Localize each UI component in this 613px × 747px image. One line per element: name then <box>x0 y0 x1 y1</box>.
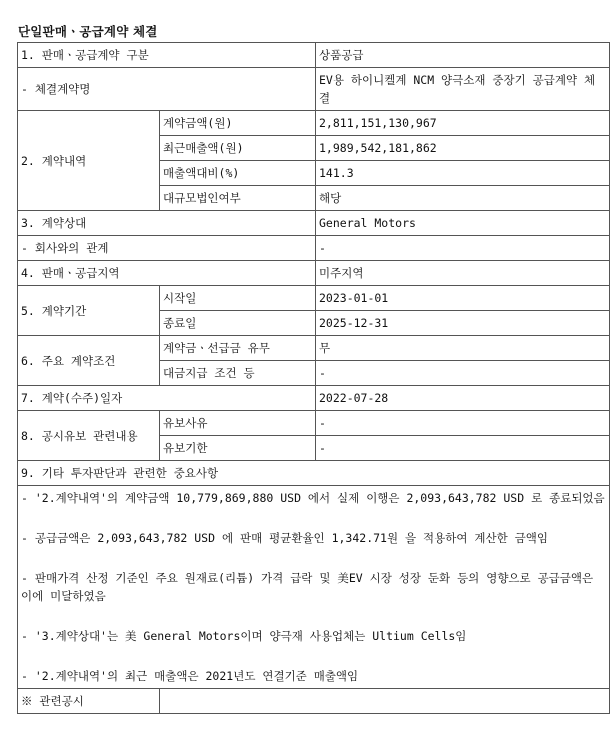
table-row <box>18 411 610 436</box>
table-row <box>18 689 610 714</box>
note-line: - 공급금액은 2,093,643,782 USD 에 판매 평균환율인 1,342.71원 을 적용하여 계산한 금액임 <box>21 531 548 545</box>
deposit-value: 무 <box>316 336 610 361</box>
contract-name-value: EV용 하이니켈계 NCM 양극소재 중장기 공급계약 체결 <box>316 68 610 111</box>
main-terms-label: 6. 주요 계약조건 <box>18 336 160 386</box>
end-date-label: 종료일 <box>160 311 316 336</box>
counterparty-label: 3. 계약상대 <box>18 211 316 236</box>
contract-type-value: 상품공급 <box>316 43 610 68</box>
contract-amount-label: 계약금액(원) <box>160 111 316 136</box>
table-row <box>18 261 610 286</box>
table-row <box>18 236 610 261</box>
payment-terms-label: 대금지급 조건 등 <box>160 361 316 386</box>
table-row <box>18 68 610 111</box>
deferral-label: 8. 공시유보 관련내용 <box>18 411 160 461</box>
deferral-reason-label: 유보사유 <box>160 411 316 436</box>
other-matters-label: 9. 기타 투자판단과 관련한 중요사항 <box>18 461 610 486</box>
counterparty-value: General Motors <box>316 211 610 236</box>
note-line: - '2.계약내역'의 계약금액 10,779,869,880 USD 에서 실제 이행은 2,093,643,782 USD 로 종료되었음 <box>21 491 605 505</box>
table-row <box>18 43 610 68</box>
sales-ratio-label: 매출액대비(%) <box>160 161 316 186</box>
end-date-value: 2025-12-31 <box>316 311 610 336</box>
large-corp-label: 대규모법인여부 <box>160 186 316 211</box>
table-row <box>18 486 610 689</box>
start-date-label: 시작일 <box>160 286 316 311</box>
table-row <box>18 286 610 311</box>
contract-name-label: - 체결계약명 <box>18 68 316 111</box>
deferral-reason-value: - <box>316 411 610 436</box>
related-disclosure-value <box>160 689 610 714</box>
relationship-label: - 회사와의 관계 <box>18 236 316 261</box>
deferral-period-label: 유보기한 <box>160 436 316 461</box>
recent-sales-value: 1,989,542,181,862 <box>316 136 610 161</box>
table-row <box>18 111 610 136</box>
note-line: - '3.계약상대'는 美 General Motors이며 양극재 사용업체는 Ultium Cells임 <box>21 629 467 643</box>
contract-type-label: 1. 판매ㆍ공급계약 구분 <box>18 43 316 68</box>
region-label: 4. 판매ㆍ공급지역 <box>18 261 316 286</box>
region-value: 미주지역 <box>316 261 610 286</box>
disclosure-table <box>17 42 610 714</box>
relationship-value: - <box>316 236 610 261</box>
contract-date-value: 2022-07-28 <box>316 386 610 411</box>
table-row <box>18 336 610 361</box>
other-matters-notes <box>18 486 610 689</box>
recent-sales-label: 최근매출액(원) <box>160 136 316 161</box>
start-date-value: 2023-01-01 <box>316 286 610 311</box>
deferral-period-value: - <box>316 436 610 461</box>
table-row <box>18 461 610 486</box>
sales-ratio-value: 141.3 <box>316 161 610 186</box>
note-line: - '2.계약내역'의 최근 매출액은 2021년도 연결기준 매출액임 <box>21 669 359 683</box>
note-line: - 판매가격 산정 기준인 주요 원재료(리튬) 가격 급락 및 美EV 시장 성장 둔화 등의 영향으로 공급금액은 이에 미달하였음 <box>21 571 594 603</box>
contract-period-label: 5. 계약기간 <box>18 286 160 336</box>
payment-terms-value: - <box>316 361 610 386</box>
table-row <box>18 386 610 411</box>
related-disclosure-label: ※ 관련공시 <box>18 689 160 714</box>
deposit-label: 계약금ㆍ선급금 유무 <box>160 336 316 361</box>
page-title: 단일판매ㆍ공급계약 체결 <box>18 24 158 39</box>
large-corp-value: 해당 <box>316 186 610 211</box>
table-row <box>18 211 610 236</box>
contract-date-label: 7. 계약(수주)일자 <box>18 386 316 411</box>
contract-details-label: 2. 계약내역 <box>18 111 160 211</box>
contract-amount-value: 2,811,151,130,967 <box>316 111 610 136</box>
